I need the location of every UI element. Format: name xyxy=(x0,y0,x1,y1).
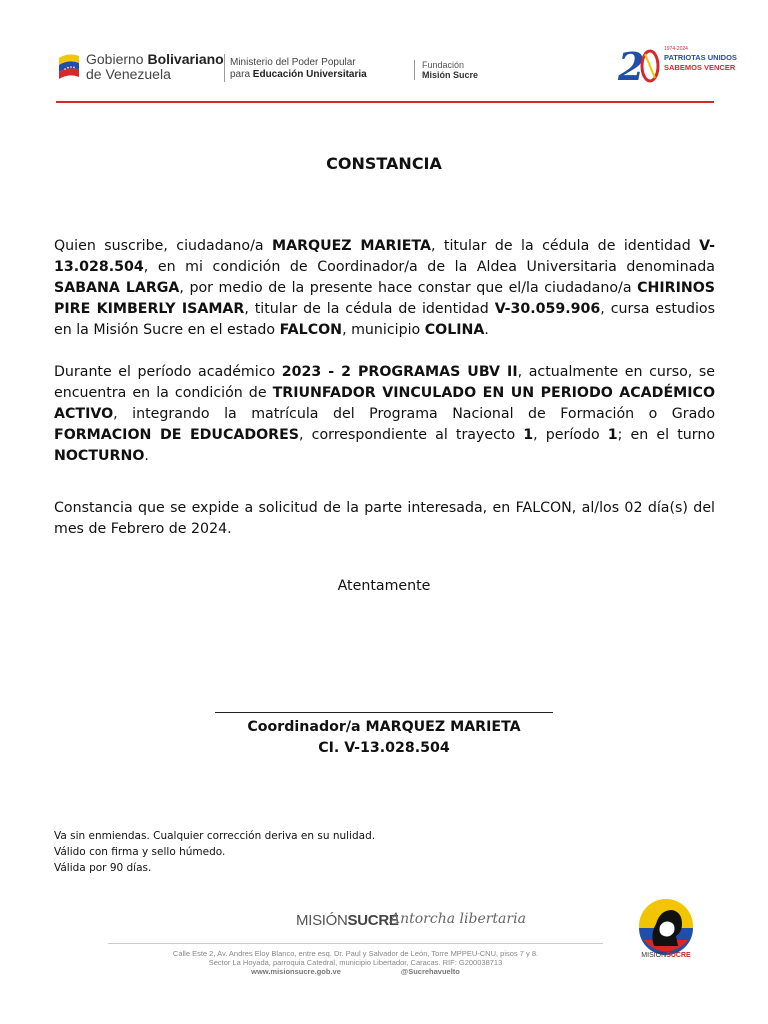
student-id: V-30.059.906 xyxy=(494,301,601,317)
trayecto-number: 1 xyxy=(523,427,534,443)
foundation-label: Fundación xyxy=(422,60,465,70)
header-divider xyxy=(224,54,225,82)
header-divider xyxy=(414,60,415,80)
municipality-name: COLINA xyxy=(424,322,485,338)
shift-name: NOCTURNO xyxy=(54,448,145,464)
foundation-name: Misión Sucre xyxy=(422,70,479,80)
government-name: Gobierno Bolivariano xyxy=(86,51,224,67)
footer-website: www.misionsucre.gob.ve xyxy=(251,967,341,976)
emblem-caption: MISIÓNSUCRE xyxy=(641,952,691,959)
academic-period: 2023 - 2 PROGRAMAS UBV II xyxy=(281,364,518,380)
certification-paragraph: Quien suscribe, ciudadano/a MARQUEZ MARIETA, titular de la cédula de identidad V-13.028.504, en mi condición de Coordinador/a de la Aldea Universitaria denominada SABANA LARGA, por medio de la presente hace constar que el/la ciudadano/a CHIRINOS PIRE KIMBERLY ISAMAR, titular de la cédula de identidad V-30.059.906, cursa estudios en la Misión Sucre en el estado FALCON, municipio COLINA. xyxy=(54,238,715,338)
government-country: de Venezuela xyxy=(86,66,171,82)
academic-status-paragraph: Durante el período académico 2023 - 2 PROGRAMAS UBV II, actualmente en curso, se encuentra en la condición de TRIUNFADOR VINCULADO EN UN PERIODO ACADÉMICO ACTIVO, integrando la matrícula del Programa Nacional de Formación o Grado FORMACION DE EDUCADORES, correspondiente al trayecto 1, período 1; en el turno NOCTURNO. xyxy=(54,364,716,464)
footer-brand: MISIÓNSUCRE xyxy=(296,912,399,929)
footer-address: Sector La Hoyada, parroquia Catedral, municipio Libertador, Caracas. RIF: G200038713 xyxy=(208,958,503,967)
header-rule xyxy=(56,101,714,103)
footer-contacts xyxy=(108,967,603,976)
issuance-paragraph: Constancia que se expide a solicitud de la parte interesada, en FALCON, al/los 02 día(s) del mes de Febrero de 2024. xyxy=(54,500,715,537)
student-name: CHIRINOS PIRE KIMBERLY ISAMAR xyxy=(54,280,715,317)
periodo-number: 1 xyxy=(607,427,618,443)
signature-line xyxy=(215,712,553,713)
signature-id: CI. V-13.028.504 xyxy=(318,740,450,756)
ministry-area: para Educación Universitaria xyxy=(230,69,367,80)
state-name: FALCON xyxy=(279,322,343,338)
footer-address: Calle Este 2, Av. Andres Eloy Blanco, entre esq. Dr. Paul y Salvador de León, Torre MPPEU-CNU, pisos 7 y 8. xyxy=(172,949,539,958)
anniversary-slogan-2: SABEMOS VENCER xyxy=(664,63,736,72)
program-name: FORMACION DE EDUCADORES xyxy=(54,427,300,443)
signer-id: V-13.028.504 xyxy=(54,238,715,275)
student-status: TRIUNFADOR VINCULADO EN UN PERIODO ACADÉMICO ACTIVO xyxy=(54,385,716,422)
validity-note: Válido con firma y sello húmedo. xyxy=(54,846,226,858)
footer-rule xyxy=(108,943,603,944)
ministry-name: Ministerio del Poder Popular xyxy=(230,57,356,68)
venezuela-flag-icon xyxy=(57,52,81,80)
document-title: CONSTANCIA xyxy=(326,154,442,173)
anniversary-logo xyxy=(618,40,737,90)
footer-social: @Sucrehavuelto xyxy=(400,967,460,976)
mision-sucre-emblem-icon xyxy=(636,896,696,956)
signer-name: MARQUEZ MARIETA xyxy=(271,238,431,254)
anniversary-years: 1974-2024 xyxy=(664,46,688,52)
svg-text:2: 2 xyxy=(618,44,645,89)
anniversary-slogan-1: PATRIOTAS UNIDOS xyxy=(664,53,737,62)
letterhead xyxy=(0,0,768,110)
footer-slogan: Antorcha libertaria xyxy=(390,911,526,927)
aldea-name: SABANA LARGA xyxy=(54,280,180,296)
validity-note: Va sin enmiendas. Cualquier corrección deriva en su nulidad. xyxy=(54,830,376,842)
signature-name: Coordinador/a MARQUEZ MARIETA xyxy=(247,719,521,735)
closing-salutation: Atentamente xyxy=(337,578,431,594)
validity-note: Válida por 90 días. xyxy=(54,862,152,874)
